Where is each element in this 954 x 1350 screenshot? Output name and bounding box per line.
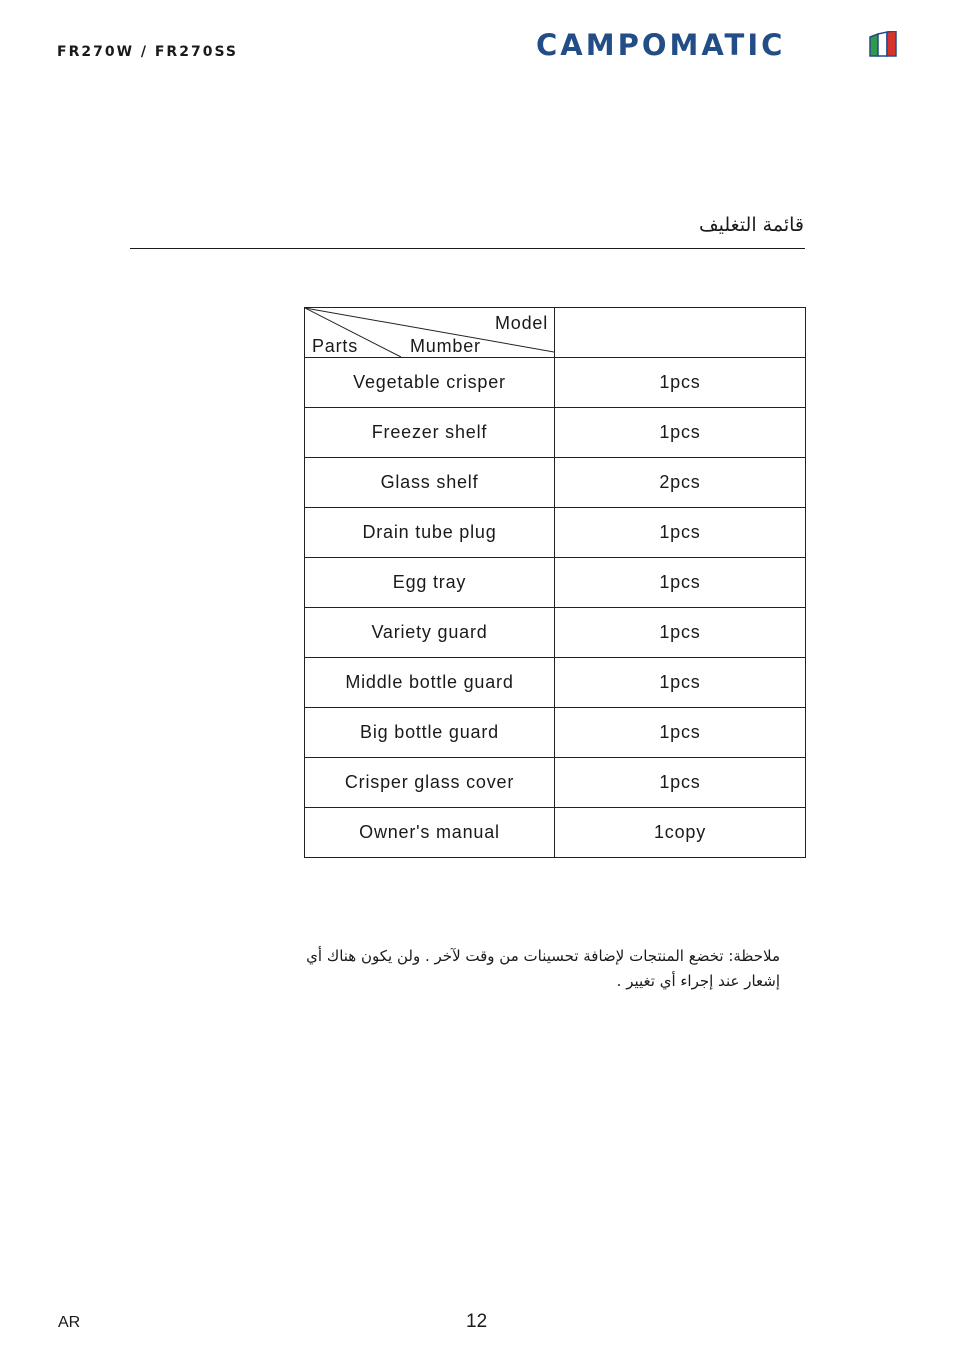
quantity-cell: 1copy [555, 808, 806, 858]
part-name-cell: Egg tray [305, 558, 555, 608]
part-name-cell: Drain tube plug [305, 508, 555, 558]
table-row [305, 658, 806, 708]
quantity-cell: 1pcs [555, 358, 806, 408]
quantity-cell: 1pcs [555, 408, 806, 458]
header-parts-label: Parts [312, 336, 359, 356]
part-name-cell: Freezer shelf [305, 408, 555, 458]
quantity-cell: 2pcs [555, 458, 806, 508]
part-name-cell: Middle bottle guard [305, 658, 555, 708]
quantity-cell: 1pcs [555, 658, 806, 708]
table-row [305, 758, 806, 808]
notice-text [220, 944, 780, 994]
header-diagonal-cell [305, 308, 555, 358]
quantity-cell: 1pcs [555, 708, 806, 758]
part-name-cell: Variety guard [305, 608, 555, 658]
page-number: 12 [466, 1311, 488, 1332]
table-row [305, 458, 806, 508]
header-number-label: Mumber [410, 336, 481, 356]
table-row [305, 358, 806, 408]
part-name-cell: Big bottle guard [305, 708, 555, 758]
table-row [305, 408, 806, 458]
part-name-cell: Crisper glass cover [305, 758, 555, 808]
quantity-cell: 1pcs [555, 758, 806, 808]
brand-name: CAMPOMATIC [536, 28, 786, 62]
table-row [305, 508, 806, 558]
table-row [305, 708, 806, 758]
notice-line-1: ملاحظة: تخضع المنتجات لإضافة تحسينات من وقت لآخر . ولن يكون هناك أي [306, 947, 780, 965]
part-name-cell: Vegetable crisper [305, 358, 555, 408]
header-empty-cell [555, 308, 806, 358]
section-divider [130, 248, 805, 249]
quantity-cell: 1pcs [555, 508, 806, 558]
model-code: FR270W / FR270SS [57, 44, 238, 60]
packing-list-table [304, 307, 806, 858]
section-title: قائمة التغليف [698, 214, 804, 236]
table-row [305, 558, 806, 608]
table-row [305, 608, 806, 658]
header-model-label: Model [494, 313, 548, 333]
italian-flag-icon [868, 31, 898, 58]
part-name-cell: Glass shelf [305, 458, 555, 508]
notice-line-2: إشعار عند إجراء أي تغيير . [616, 972, 780, 990]
table-header-row [305, 308, 806, 358]
language-code: AR [58, 1314, 81, 1331]
part-name-cell: Owner's manual [305, 808, 555, 858]
brand-logo [536, 30, 898, 60]
quantity-cell: 1pcs [555, 608, 806, 658]
quantity-cell: 1pcs [555, 558, 806, 608]
table-row [305, 808, 806, 858]
